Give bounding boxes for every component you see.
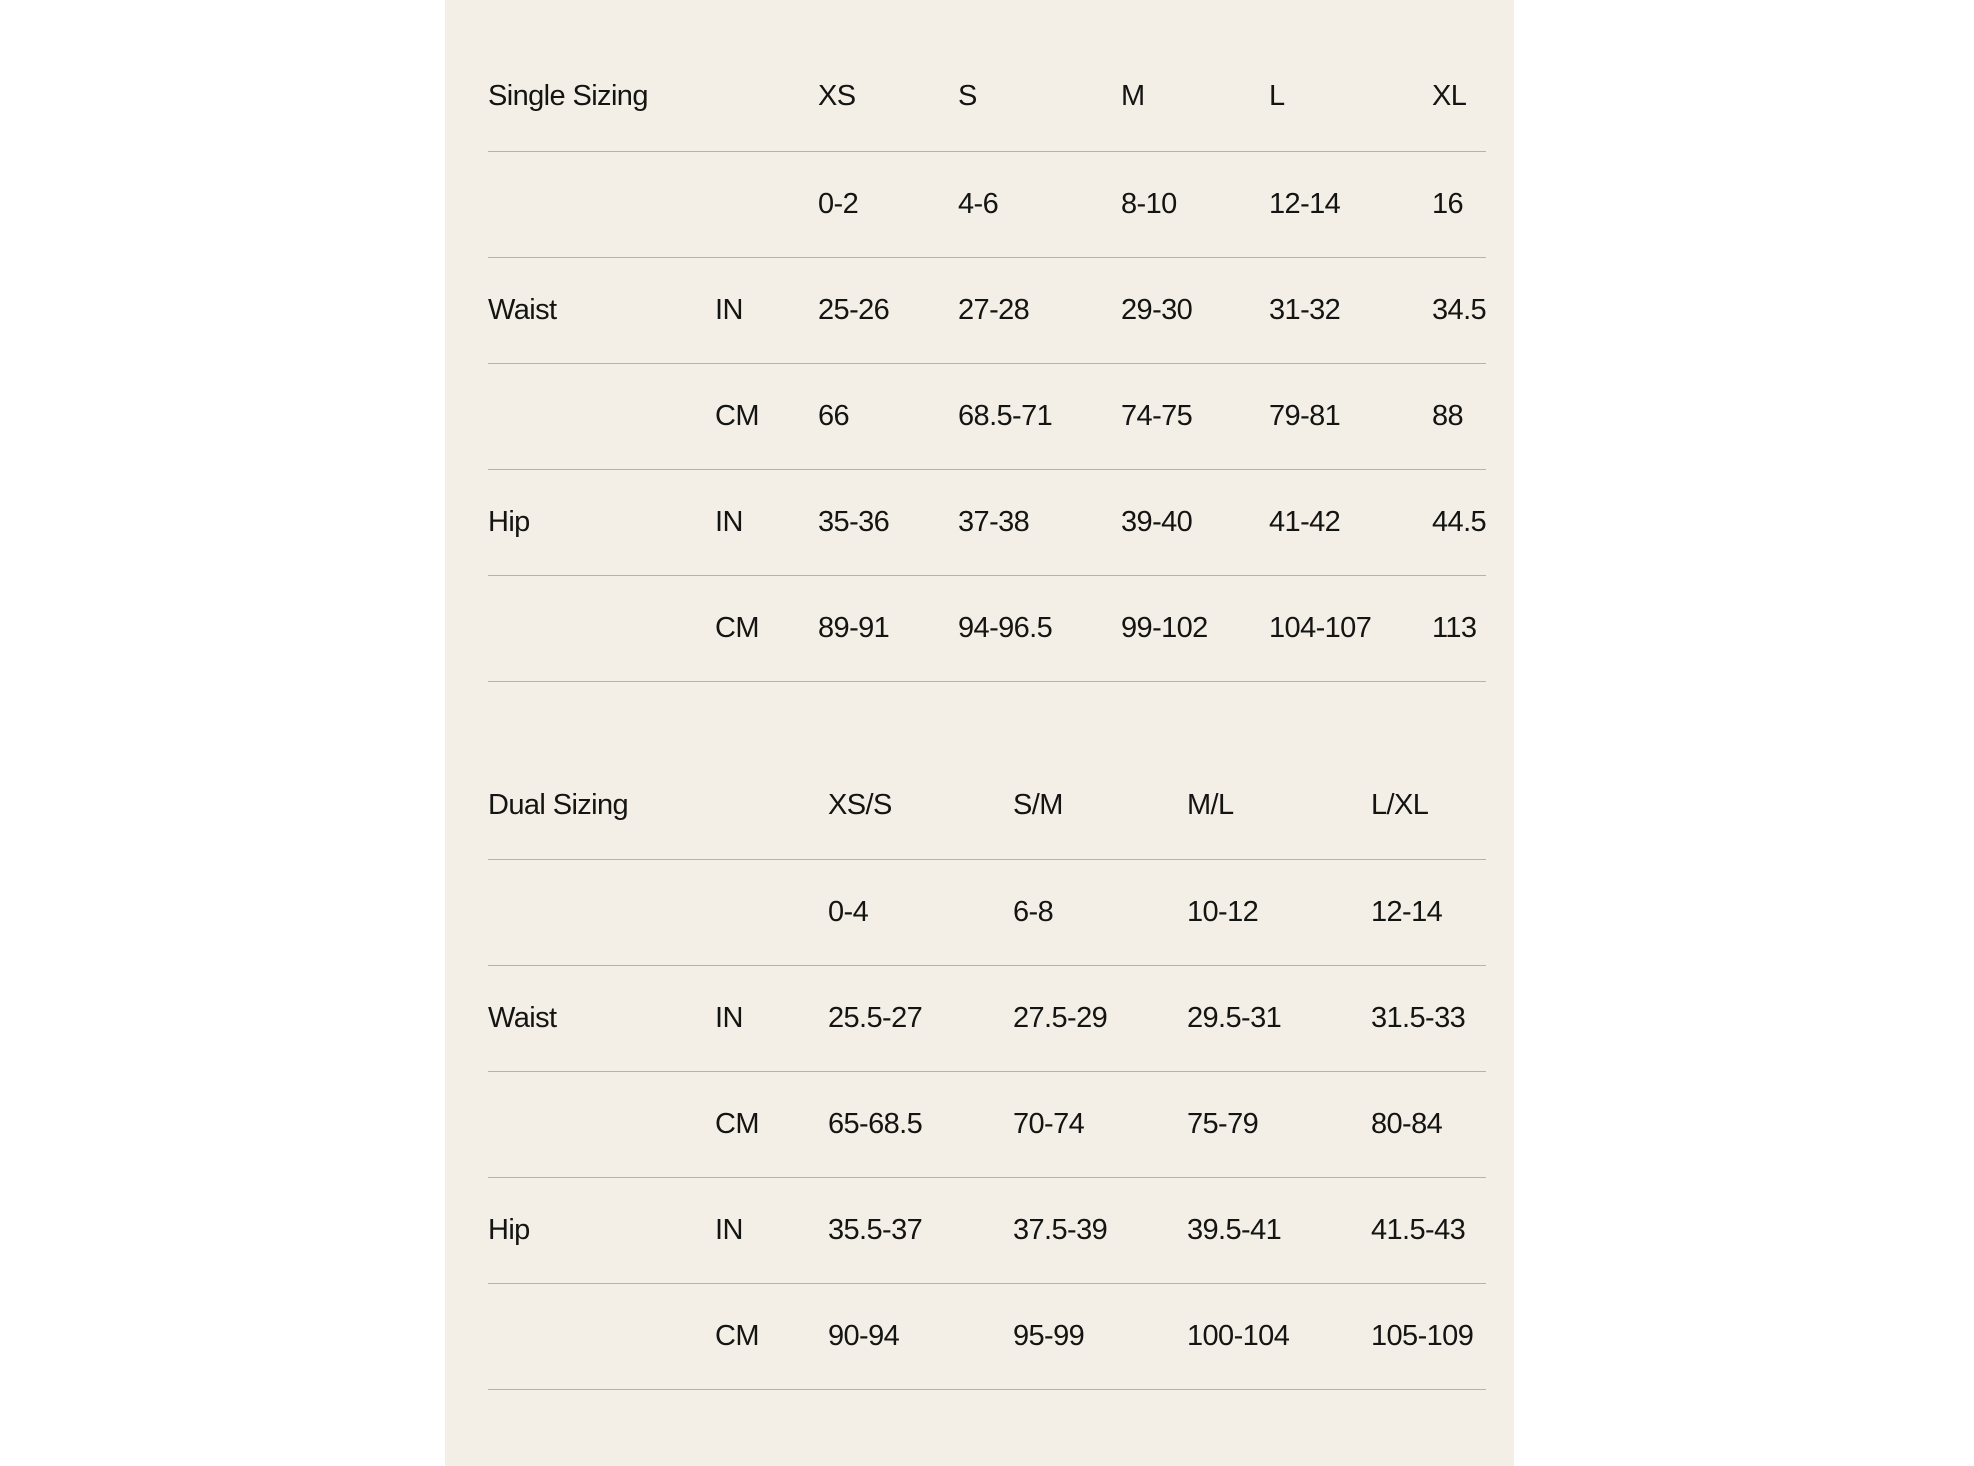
column-header-l: L (1269, 43, 1432, 151)
size-chart-content (445, 0, 1514, 1390)
single-sizing-title: Single Sizing (488, 43, 818, 151)
value-cell: 70-74 (1013, 1072, 1187, 1178)
unit-label: CM (715, 575, 818, 681)
value-cell: 25.5-27 (828, 966, 1013, 1072)
unit-label (715, 151, 818, 257)
unit-label (715, 860, 828, 966)
unit-label: CM (715, 1072, 828, 1178)
row-label: Hip (488, 1178, 715, 1284)
unit-label: IN (715, 469, 818, 575)
unit-label: IN (715, 1178, 828, 1284)
value-cell: 68.5-71 (958, 363, 1121, 469)
column-header-xs-s: XS/S (828, 752, 1013, 860)
value-cell: 100-104 (1187, 1284, 1371, 1390)
value-cell: 75-79 (1187, 1072, 1371, 1178)
value-cell: 29.5-31 (1187, 966, 1371, 1072)
value-cell: 89-91 (818, 575, 958, 681)
value-cell: 27.5-29 (1013, 966, 1187, 1072)
row-label: Waist (488, 966, 715, 1072)
value-cell: 6-8 (1013, 860, 1187, 966)
column-header-l-xl: L/XL (1371, 752, 1486, 860)
row-label (488, 151, 715, 257)
row-label (488, 575, 715, 681)
column-header-xl: XL (1432, 43, 1486, 151)
value-cell: 25-26 (818, 257, 958, 363)
row-label (488, 1072, 715, 1178)
value-cell: 27-28 (958, 257, 1121, 363)
table-row-numeric-sizes (488, 860, 1486, 966)
table-row-hip-in (488, 1178, 1486, 1284)
table-row-waist-in (488, 257, 1486, 363)
value-cell: 0-4 (828, 860, 1013, 966)
column-header-s-m: S/M (1013, 752, 1187, 860)
single-sizing-header-row (488, 43, 1486, 151)
row-label (488, 1284, 715, 1390)
table-row-numeric-sizes (488, 151, 1486, 257)
dual-sizing-header-row (488, 752, 1486, 860)
value-cell: 99-102 (1121, 575, 1269, 681)
column-header-xs: XS (818, 43, 958, 151)
value-cell: 31-32 (1269, 257, 1432, 363)
value-cell: 88 (1432, 363, 1486, 469)
value-cell: 29-30 (1121, 257, 1269, 363)
value-cell: 16 (1432, 151, 1486, 257)
value-cell: 80-84 (1371, 1072, 1486, 1178)
value-cell: 0-2 (818, 151, 958, 257)
value-cell: 65-68.5 (828, 1072, 1013, 1178)
value-cell: 39-40 (1121, 469, 1269, 575)
value-cell: 37-38 (958, 469, 1121, 575)
value-cell: 90-94 (828, 1284, 1013, 1390)
value-cell: 4-6 (958, 151, 1121, 257)
table-row-waist-cm (488, 1072, 1486, 1178)
value-cell: 44.5 (1432, 469, 1486, 575)
table-row-waist-in (488, 966, 1486, 1072)
value-cell: 95-99 (1013, 1284, 1187, 1390)
value-cell: 37.5-39 (1013, 1178, 1187, 1284)
column-header-m-l: M/L (1187, 752, 1371, 860)
value-cell: 8-10 (1121, 151, 1269, 257)
value-cell: 39.5-41 (1187, 1178, 1371, 1284)
unit-label: IN (715, 257, 818, 363)
row-label (488, 860, 715, 966)
table-row-hip-cm (488, 1284, 1486, 1390)
value-cell: 94-96.5 (958, 575, 1121, 681)
value-cell: 35.5-37 (828, 1178, 1013, 1284)
value-cell: 31.5-33 (1371, 966, 1486, 1072)
value-cell: 12-14 (1371, 860, 1486, 966)
column-header-m: M (1121, 43, 1269, 151)
row-label: Waist (488, 257, 715, 363)
value-cell: 104-107 (1269, 575, 1432, 681)
row-label: Hip (488, 469, 715, 575)
value-cell: 35-36 (818, 469, 958, 575)
value-cell: 74-75 (1121, 363, 1269, 469)
dual-sizing-title: Dual Sizing (488, 752, 828, 860)
row-label (488, 363, 715, 469)
value-cell: 10-12 (1187, 860, 1371, 966)
unit-label: CM (715, 363, 818, 469)
single-sizing-table (488, 43, 1486, 682)
size-chart-panel (445, 0, 1514, 1466)
value-cell: 12-14 (1269, 151, 1432, 257)
dual-sizing-table (488, 752, 1486, 1391)
value-cell: 66 (818, 363, 958, 469)
table-row-hip-in (488, 469, 1486, 575)
table-row-hip-cm (488, 575, 1486, 681)
unit-label: CM (715, 1284, 828, 1390)
unit-label: IN (715, 966, 828, 1072)
table-row-waist-cm (488, 363, 1486, 469)
value-cell: 113 (1432, 575, 1486, 681)
value-cell: 41.5-43 (1371, 1178, 1486, 1284)
value-cell: 41-42 (1269, 469, 1432, 575)
value-cell: 105-109 (1371, 1284, 1486, 1390)
value-cell: 34.5 (1432, 257, 1486, 363)
column-header-s: S (958, 43, 1121, 151)
value-cell: 79-81 (1269, 363, 1432, 469)
